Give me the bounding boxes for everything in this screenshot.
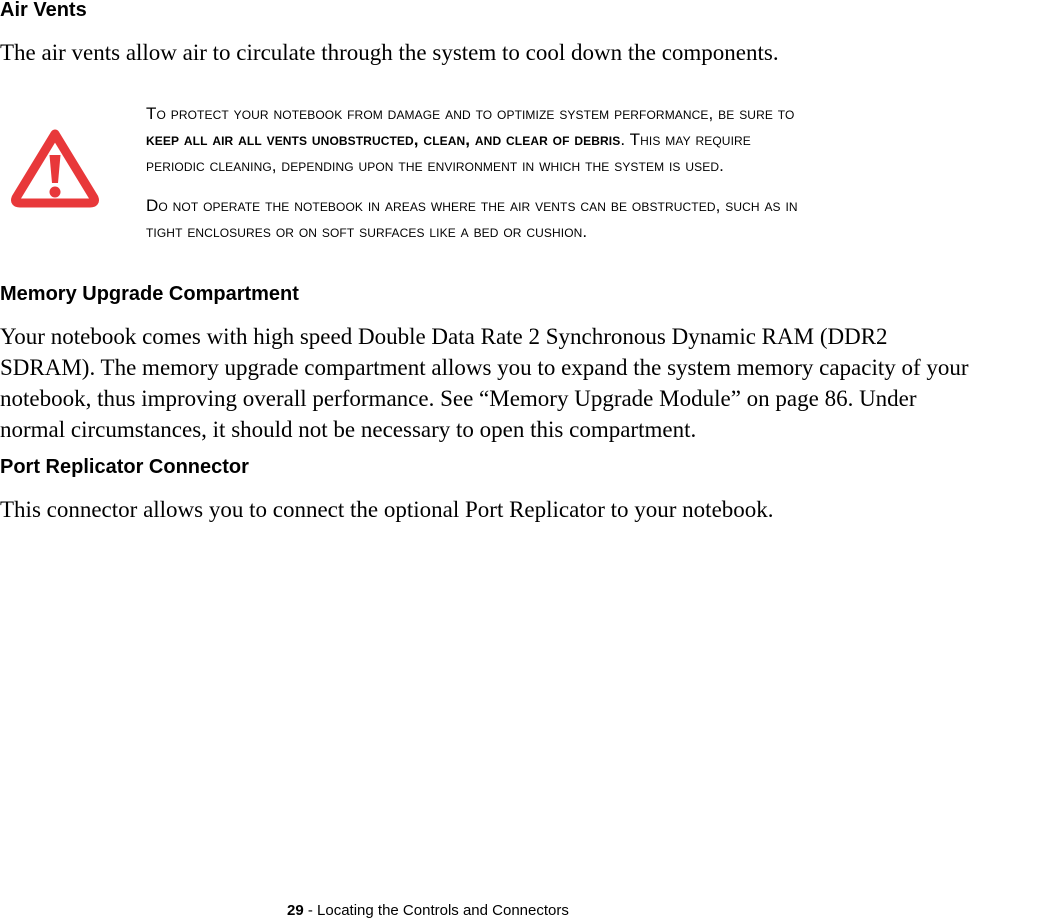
memory-body-line: SDRAM). The memory upgrade compartment allows you to expand the system memory capacity of your	[0, 355, 969, 380]
caution-paragraph-1	[146, 101, 1036, 179]
caution-line	[146, 127, 1036, 153]
caution-line: periodic cleaning, depending upon the environment in which the system is used.	[146, 156, 724, 175]
page-number: 29	[287, 902, 304, 919]
air-vents-heading: Air Vents	[0, 0, 87, 21]
memory-body-line: normal circumstances, it should not be necessary to open this compartment.	[0, 417, 697, 442]
page-footer	[287, 902, 569, 920]
warning-triangle-icon	[10, 128, 100, 208]
port-replicator-body: This connector allows you to connect the optional Port Replicator to your notebook.	[0, 497, 774, 522]
caution-line: Do not operate the notebook in areas where the air vents can be obstructed, such as in	[146, 196, 798, 215]
footer-separator: -	[303, 902, 318, 919]
port-replicator-heading: Port Replicator Connector	[0, 456, 249, 478]
air-vents-body: The air vents allow air to circulate through the system to cool down the components.	[0, 40, 779, 65]
caution-line-rest: . This may require	[620, 130, 751, 149]
caution-line: tight enclosures or on soft surfaces like a bed or cushion.	[146, 222, 588, 241]
caution-paragraph-2	[146, 193, 1036, 245]
caution-line: To protect your notebook from damage and to optimize system performance, be sure to	[146, 104, 795, 123]
memory-heading: Memory Upgrade Compartment	[0, 283, 299, 305]
memory-body-line: Your notebook comes with high speed Double Data Rate 2 Synchronous Dynamic RAM (DDR2	[0, 324, 888, 349]
chapter-title: Locating the Controls and Connectors	[317, 902, 569, 919]
caution-emphasis: keep all air all vents unobstructed, clean, and clear of debris	[146, 130, 621, 149]
memory-body	[0, 321, 1039, 445]
memory-body-line: notebook, thus improving overall performance. See “Memory Upgrade Module” on page 86. Under	[0, 386, 917, 411]
